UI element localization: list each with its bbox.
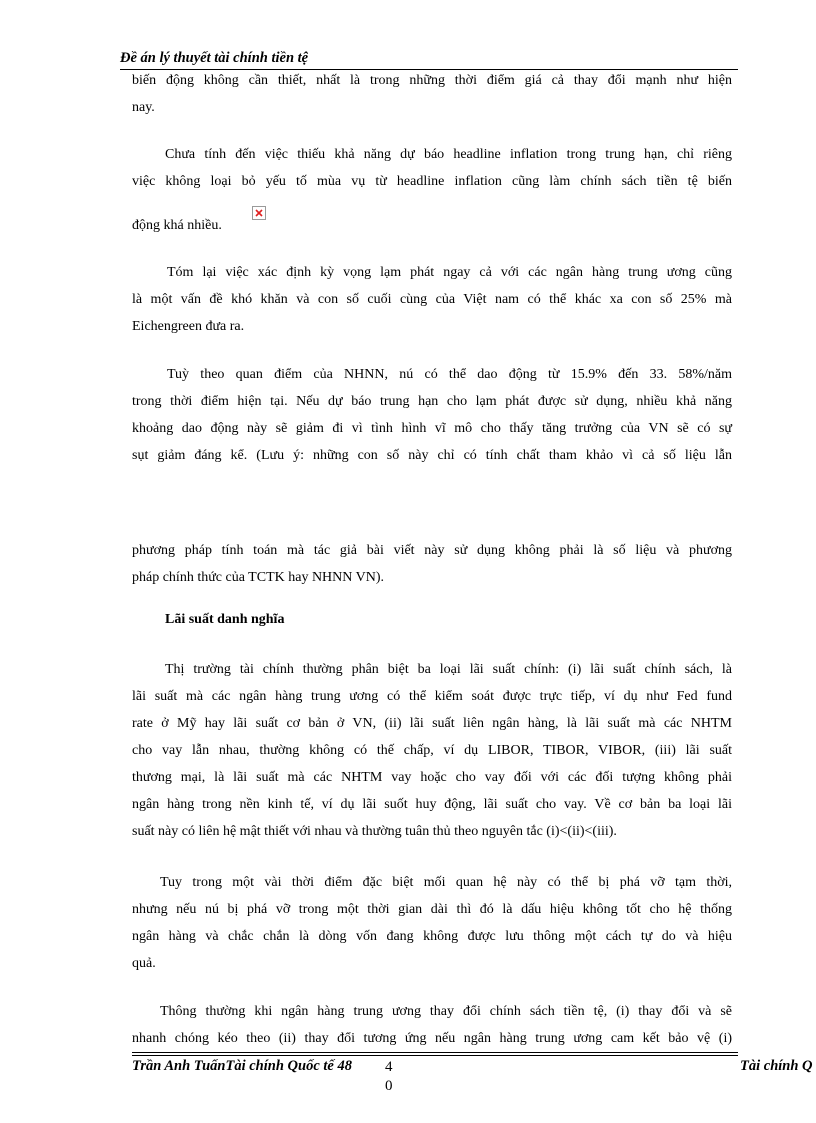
- text-line: rate ở Mỹ hay lãi suất cơ bản ở VN, (ii) lãi suất liên ngân hàng, là lãi suất mà các NHTM: [132, 716, 732, 731]
- footer-divider: [132, 1055, 738, 1056]
- text-line: nhanh chóng kéo theo (ii) thay đổi tương ứng nếu ngân hàng trung ương cam kết bảo vệ (i): [132, 1031, 732, 1046]
- text-line: Eichengreen đưa ra.: [132, 319, 245, 334]
- text-line: ngân hàng trong nền kinh tế, ví dụ lãi suốt huy động, lãi suất cho vay. Về cơ bản ba loại lãi: [132, 797, 732, 812]
- paragraph-7: [132, 998, 732, 1052]
- text-line: ngân hàng và chắc chắn là dòng vốn đang không được lưu thông một cách tự do và hiệu: [132, 929, 732, 944]
- text-line: khoảng dao động này sẽ giảm đi vì tình hình vĩ mô cho thấy tăng trưởng của VN sẽ có sự: [132, 421, 732, 436]
- paragraph-1: [132, 141, 732, 239]
- text-line: nay.: [132, 100, 155, 115]
- paragraph-4: [132, 537, 732, 591]
- footer-author: Trần Anh TuấnTài chính Quốc tế 48: [132, 1058, 352, 1074]
- text-line: sụt giảm đáng kể. (Lưu ý: những con số này chỉ có tính chất tham khảo vì cả số liệu lẫn: [132, 448, 732, 463]
- text-line: nhưng nếu nú bị phá vỡ trong một thời gian dài thì đó là dấu hiệu không tốt cho hệ thống: [132, 902, 732, 917]
- paragraph-0: [132, 67, 732, 121]
- section-heading: Lãi suất danh nghĩa: [165, 612, 285, 627]
- page-number-digit: 0: [385, 1078, 393, 1094]
- text-line: thương mại, là lãi suất mà các NHTM vay hoặc cho vay đối với các đối tượng không phải: [132, 770, 732, 785]
- paragraph-5: [132, 656, 732, 845]
- text-line: là một vấn đề khó khăn và con số cuối cùng của Việt nam có thể khác xa con số 25% mà: [132, 292, 732, 307]
- text-line: pháp chính thức của TCTK hay NHNN VN).: [132, 570, 385, 585]
- text-line: quả.: [132, 956, 156, 971]
- text-line: Tuy trong một vài thời điểm đặc biệt mối quan hệ này có thể bị phá vỡ tạm thời,: [160, 875, 732, 890]
- text-line: Tóm lại việc xác định kỳ vọng lạm phát ngay cả với các ngân hàng trung ương cũng: [167, 265, 732, 280]
- text-line: việc không loại bỏ yếu tố mùa vụ từ headline inflation cũng làm chính sách tiền tệ biến: [132, 174, 732, 189]
- broken-image-icon: [252, 206, 266, 220]
- text-line: động khá nhiều.: [132, 218, 222, 233]
- page-number-digit: 4: [385, 1059, 393, 1075]
- text-line: Thông thường khi ngân hàng trung ương thay đổi chính sách tiền tệ, (i) thay đổi và sẽ: [160, 1004, 732, 1019]
- text-line: Chưa tính đến việc thiếu khả năng dự báo headline inflation trong trung hạn, chỉ riêng: [165, 147, 732, 162]
- paragraph-3: [132, 361, 732, 469]
- footer-right-title: Tài chính Q: [740, 1058, 813, 1074]
- text-line: lãi suất mà các ngân hàng trung ương có thể kiểm soát được trực tiếp, ví dụ như Fed fund: [132, 689, 732, 704]
- paragraph-2: [132, 259, 732, 340]
- page-header-title: Đề án lý thuyết tài chính tiền tệ: [120, 50, 309, 66]
- text-line: phương pháp tính toán mà tác giả bài viết này sử dụng không phải là số liệu và phương: [132, 543, 732, 558]
- text-line: biến động không cần thiết, nhất là trong những thời điểm giá cả thay đổi mạnh như hiện: [132, 73, 732, 88]
- text-line: trong thời điểm hiện tại. Nếu dự báo trung hạn cho lạm phát được sử dụng, nhiều khả năng: [132, 394, 732, 409]
- page-number: [385, 1058, 393, 1096]
- text-line: suất này có liên hệ mật thiết với nhau và thường tuân thủ theo nguyên tắc (i)<(ii)<(iii).: [132, 824, 617, 839]
- text-line: Tuỳ theo quan điểm của NHNN, nú có thể dao động từ 15.9% đến 33. 58%/năm: [167, 367, 732, 382]
- text-line: cho vay lẫn nhau, thường không có thế chấp, ví dụ LIBOR, TIBOR, VIBOR, (iii) lãi suất: [132, 743, 732, 758]
- text-line: Thị trường tài chính thường phân biệt ba loại lãi suất chính: (i) lãi suất chính sách, là: [165, 662, 732, 677]
- paragraph-6: [132, 869, 732, 977]
- footer-divider: [132, 1052, 738, 1053]
